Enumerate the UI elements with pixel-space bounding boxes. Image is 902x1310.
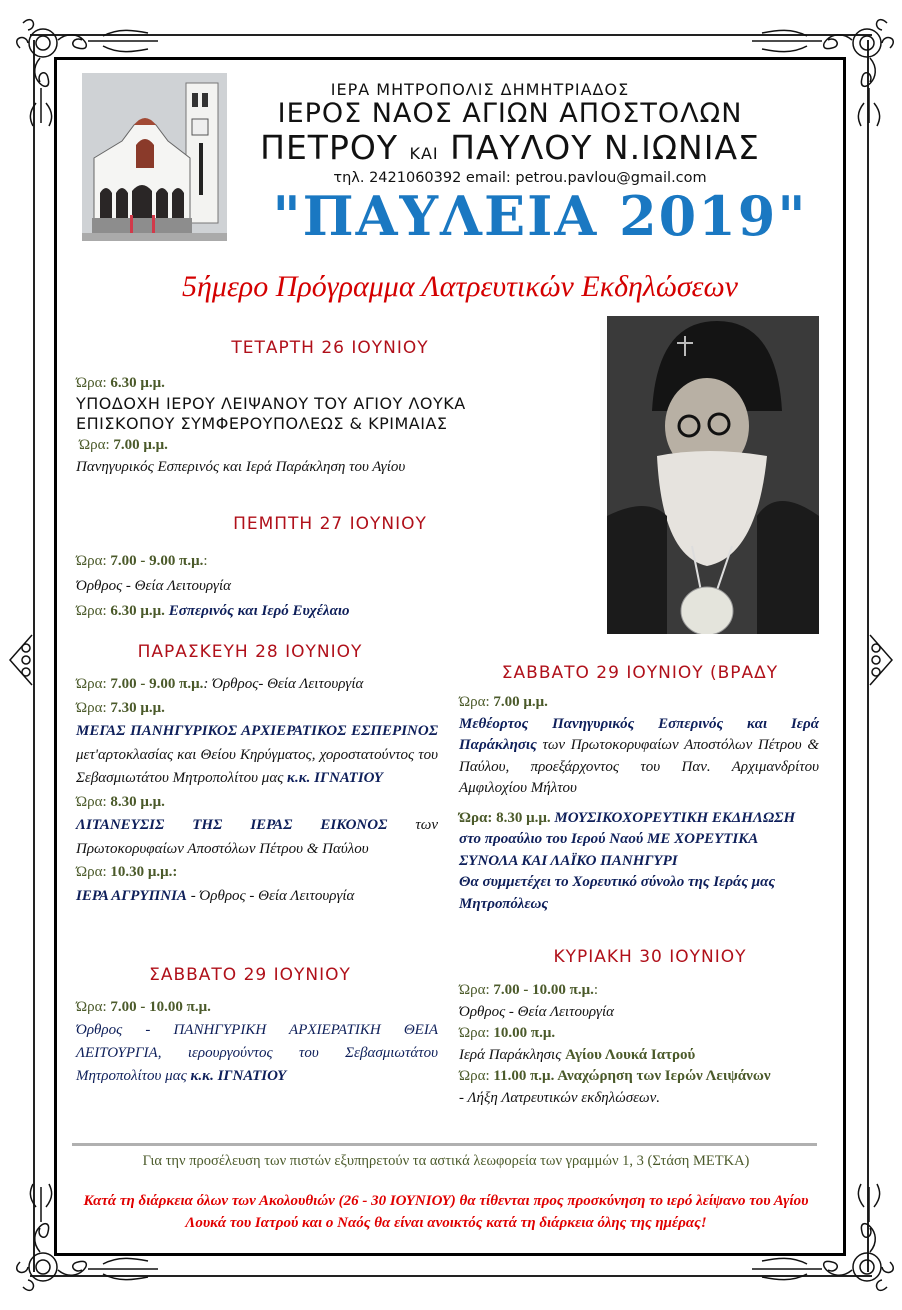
time-slot: Ώρα: 10.30 μ.μ.: <box>76 864 178 880</box>
church-name-line2 <box>230 128 790 167</box>
event-dance-location: στο προαύλιο του Ιερού Ναού ΜΕ ΧΟΡΕΥΤΙΚΑ ΣΥΝΟΛΑ ΚΑΙ ΛΑΪΚΟ ΠΑΝΗΓΥΡΙ <box>459 831 758 869</box>
day-sunday <box>459 980 819 1109</box>
church-location: Ν.ΙΩΝΙΑΣ <box>603 128 760 167</box>
event-dance-note: Θα συμμετέχει το Χορευτικό σύνολο της Ιεράς μας Μητροπόλεως <box>459 874 776 912</box>
bus-info: Για την προσέλευση των πιστών εξυπηρετούν τα αστικά λεωφορεία των γραμμών 1, 3 (Στάση ΜΕΤΚΑ) <box>142 1153 750 1169</box>
church-name-line1: ΙΕΡΟΣ ΝΑΟΣ ΑΓΙΩΝ ΑΠΟΣΤΟΛΩΝ <box>277 98 743 129</box>
time-slot: Ώρα: 7.00 - 10.00 π.μ.: <box>459 982 599 998</box>
church-photo <box>82 73 227 241</box>
time-slot: Ώρα: 7.00 - 9.00 π.μ.: <box>76 553 208 569</box>
event-vespers: ΜΕΓΑΣ ΠΑΝΗΓΥΡΙΚΟΣ ΑΡΧΙΕΡΑΤΙΚΟΣ ΕΣΠΕΡΙΝΟΣ μετ'αρτοκλασίας και Θείου Κηρύγματος, χοροστατούντος του Σεβασμιωτάτου Μητροπολίτου μας κ.κ. ΙΓΝΑΤΙΟΥ <box>76 723 438 786</box>
time-slot: Ώρα: 6.30 μ.μ. Εσπερινός και Ιερό Ευχέλαιο <box>76 603 350 619</box>
day-saturday-evening <box>459 692 819 915</box>
church-building-icon <box>82 73 227 241</box>
relic-notice: Κατά τη διάρκεια όλων των Ακολουθιών (26 - 30 ΙΟΥΝΙΟΥ) θα τίθενται προς προσκύνηση το ιερό λείψανο του Αγίου Λουκά του Ιατρού και ο Ναός θα είναι ανοικτός κατά τη διάρκεια όλης της ημέρας! <box>83 1193 809 1231</box>
day-heading-friday: ΠΑΡΑΣΚΕΥΗ 28 ΙΟΥΝΙΟΥ <box>137 642 363 662</box>
time-slot: Ώρα: 8.30 μ.μ. <box>76 793 165 810</box>
time-slot: Ώρα: 7.00 - 9.00 π.μ.: Όρθρος- Θεία Λειτουργία <box>76 676 364 692</box>
day-heading-sunday: ΚΥΡΙΑΚΗ 30 ΙΟΥΝΙΟΥ <box>553 947 747 967</box>
contact-info: τηλ. 2421060392 email: petrou.pavlou@gmail.com <box>333 170 707 186</box>
event-closing: - Λήξη Λατρευτικών εκδηλώσεων. <box>459 1089 661 1106</box>
side-ornament-left-icon <box>4 630 34 690</box>
time-slot: Ώρα: 6.30 μ.μ. <box>76 375 165 391</box>
event-procession: ΛΙΤΑΝΕΥΣΙΣ ΤΗΣ ΙΕΡΑΣ ΕΙΚΟΝΟΣ των Πρωτοκορυφαίων Αποστόλων Πέτρου & Παύλου <box>76 817 438 857</box>
event-vigil: ΙΕΡΑ ΑΓΡΥΠΝΙΑ - Όρθρος - Θεία Λειτουργία <box>76 887 355 904</box>
event-description: Όρθρος - Θεία Λειτουργία <box>76 578 231 594</box>
event-liturgy: Όρθρος - ΠΑΝΗΓΥΡΙΚΗ ΑΡΧΙΕΡΑΤΙΚΗ ΘΕΙΑ ΛΕΙΤΟΥΡΓΙΑ, ιερουργούντος του Σεβασμιωτάτου Μητροπολίτου μας κ.κ. ΙΓΝΑΤΙΟΥ <box>76 1022 438 1084</box>
saint-portrait-icon <box>607 316 819 634</box>
time-slot: Ώρα: 8.30 μ.μ. ΜΟΥΣΙΚΟΧΟΡΕΥΤΙΚΗ ΕΚΔΗΛΩΣΗ <box>459 809 796 826</box>
day-saturday <box>76 996 438 1088</box>
event-description: Πανηγυρικός Εσπερινός και Ιερά Παράκληση του Αγίου <box>76 459 406 475</box>
time-slot: Ώρα: 7.00 - 10.00 π.μ. <box>76 999 211 1015</box>
event-title: "ΠΑΥΛΕΙΑ 2019" <box>272 184 808 248</box>
day-heading-wednesday: ΤΕΤΑΡΤΗ 26 ΙΟΥΝΙΟΥ <box>231 338 429 358</box>
event-relic-reception: ΥΠΟΔΟΧΗ ΙΕΡΟΥ ΛΕΙΨΑΝΟΥ ΤΟΥ ΑΓΙΟΥ ΛΟΥΚΑ ΕΠΙΣΚΟΠΟΥ ΣΥΜΦΕΡΟΥΠΟΛΕΩΣ & ΚΡΙΜΑΙΑΣ <box>76 394 466 433</box>
event-subtitle: 5ήμερο Πρόγραμμα Λατρευτικών Εκδηλώσεων <box>182 270 738 303</box>
church-name-petrou: ΠΕΤΡΟΥ <box>260 128 398 167</box>
church-name-pavlou: ΠΑΥΛΟΥ <box>450 128 593 167</box>
saint-portrait <box>607 316 819 634</box>
event-vespers-afterfeast: Μεθέορτος Πανηγυρικός Εσπερινός και Ιερά Παράκλησις των Πρωτοκορυφαίων Αποστόλων Πέτρου & Παύλου, προεξάρχοντος του Παν. Αρχιμανδρίτου Αμφιλοχίου Μήλτου <box>459 715 819 796</box>
event-description: Όρθρος - Θεία Λειτουργία <box>459 1003 614 1020</box>
day-thursday <box>76 549 456 624</box>
divider <box>72 1143 817 1146</box>
time-slot: Ώρα: 7.00 μ.μ. <box>459 694 548 710</box>
day-heading-saturday: ΣΑΒΒΑΤΟ 29 ΙΟΥΝΙΟΥ <box>149 965 351 985</box>
day-wednesday <box>76 372 576 478</box>
time-slot: Ώρα: 11.00 π.μ. Αναχώρηση των Ιερών Λειψάνων <box>459 1068 771 1084</box>
day-heading-thursday: ΠΕΜΠΤΗ 27 ΙΟΥΝΙΟΥ <box>233 514 427 534</box>
time-slot: Ώρα: 7.30 μ.μ. <box>76 699 165 716</box>
event-paraklesis: Ιερά Παράκλησις Αγίου Λουκά Ιατρού <box>459 1046 696 1063</box>
day-heading-saturday-evening: ΣΑΒΒΑΤΟ 29 ΙΟΥΝΙΟΥ (ΒΡΑΔΥ <box>501 663 779 683</box>
time-slot: Ώρα: 10.00 π.μ. <box>459 1025 556 1041</box>
metropolis-name: ΙΕΡΑ ΜΗΤΡΟΠΟΛΙΣ ΔΗΜΗΤΡΙΑΔΟΣ <box>330 80 630 99</box>
day-friday <box>76 673 438 908</box>
time-slot: Ώρα: 7.00 μ.μ. <box>79 437 168 453</box>
side-ornament-right-icon <box>868 630 898 690</box>
church-name-kai: ΚΑΙ <box>409 144 439 163</box>
